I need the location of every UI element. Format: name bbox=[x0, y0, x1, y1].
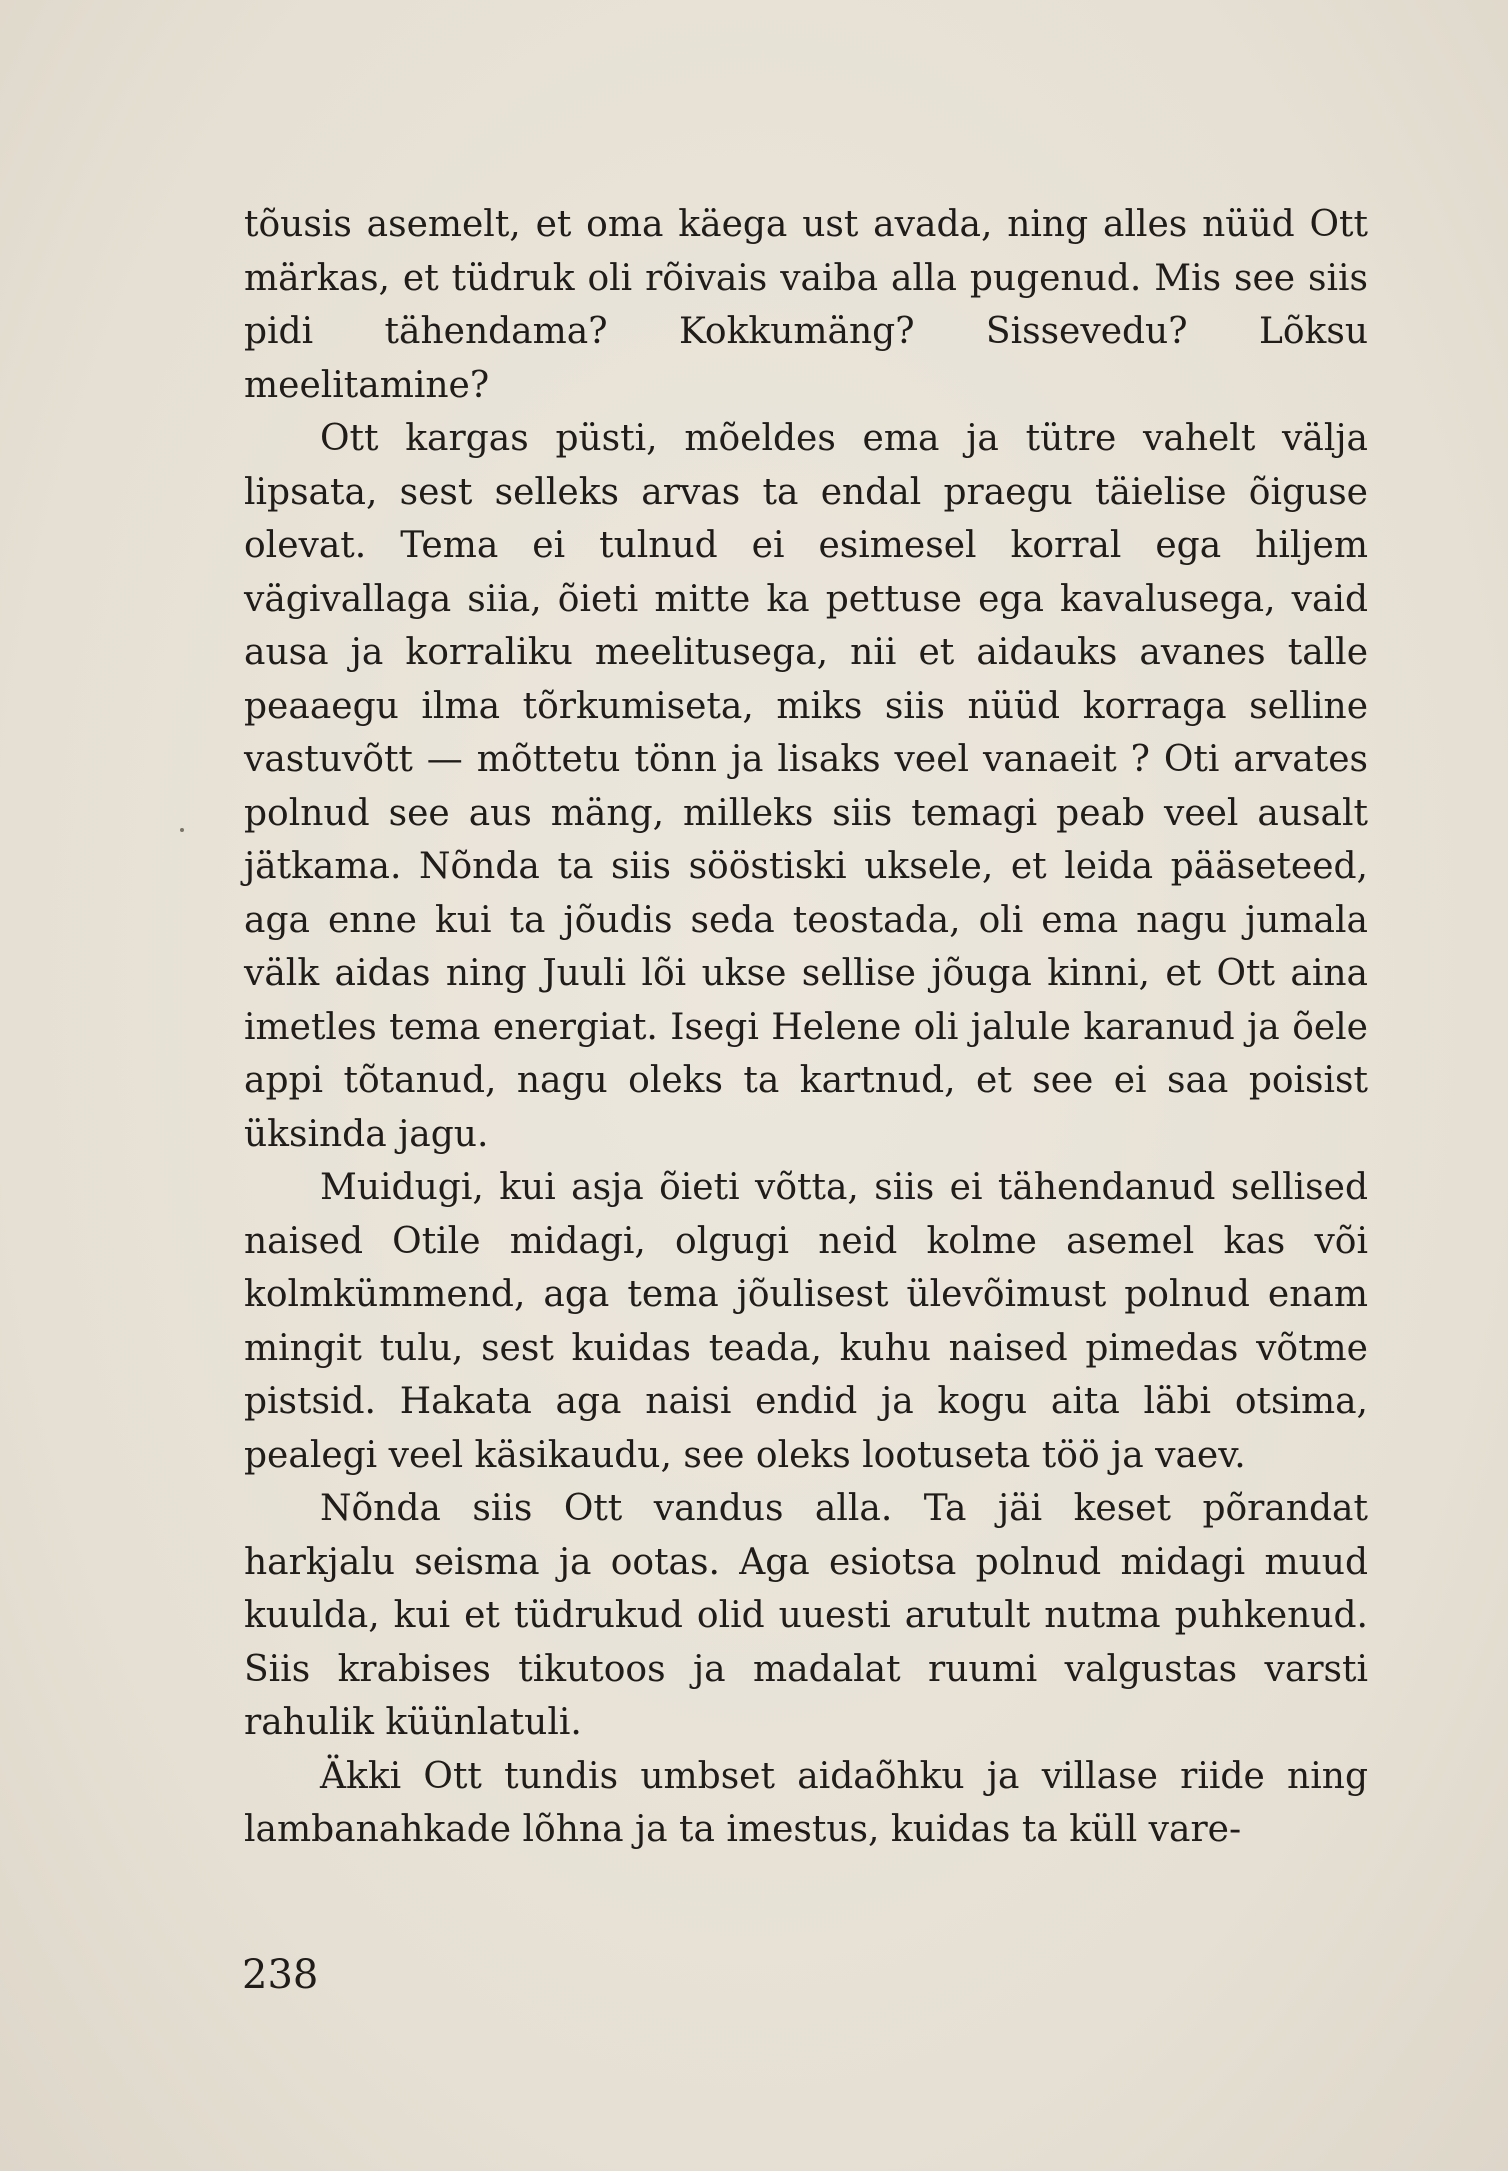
paper-speck bbox=[180, 828, 184, 832]
page-number: 238 bbox=[242, 1952, 319, 1998]
paragraph-5: Äkki Ott tundis umbset aidaõhku ja villase riide ning lambanahkade lõhna ja ta imestus, kuidas ta küll vare- bbox=[244, 1755, 1368, 1850]
body-text bbox=[244, 198, 1368, 1857]
paragraph-2: Ott kargas püsti, mõeldes ema ja tütre vahelt välja lipsata, sest selleks arvas ta endal praegu täielise õiguse olevat. Tema ei tulnud ei esimesel korral ega hiljem vägivallaga siia, õieti mitte ka pettuse ega kavalusega, vaid ausa ja korraliku meelitusega, nii et aidauks avanes talle peaaegu ilma tõrkumiseta, miks siis nüüd korraga selline vastuvõtt — mõttetu tönn ja lisaks veel vanaeit ? Oti arvates polnud see aus mäng, milleks siis temagi peab veel ausalt jätkama. Nõnda ta siis sööstiski uksele, et leida pääseteed, aga enne kui ta jõudis seda teostada, oli ema nagu jumala välk aidas ning Juuli lõi ukse sellise jõuga kinni, et Ott aina imetles tema energiat. Isegi Helene oli jalule karanud ja õele appi tõtanud, nagu oleks ta kartnud, et see ei saa poisist üksinda jagu. bbox=[244, 418, 1368, 1155]
paragraph-3: Muidugi, kui asja õieti võtta, siis ei tähendanud sellised naised Otile midagi, olgugi neid kolme asemel kas või kolmkümmend, aga tema jõulisest ülevõimust polnud enam mingit tulu, sest kuidas teada, kuhu naised pimedas võtme pistsid. Hakata aga naisi endid ja kogu aita läbi otsima, pealegi veel käsikaudu, see oleks lootuseta töö ja vaev. bbox=[244, 1167, 1368, 1476]
paragraph-4: Nõnda siis Ott vandus alla. Ta jäi keset põrandat harkjalu seisma ja ootas. Aga esiotsa polnud midagi muud kuulda, kui et tüdrukud olid uuesti arutult nutma puhkenud. Siis krabises tikutoos ja madalat ruumi valgustas varsti rahulik küünlatuli. bbox=[244, 1488, 1368, 1743]
paragraph-1: tõusis asemelt, et oma käega ust avada, ning alles nüüd Ott märkas, et tüdruk oli rõivais vaiba alla pugenud. Mis see siis pidi tähendama? Kokkumäng? Sissevedu? Lõksu meelitamine? bbox=[244, 204, 1368, 406]
